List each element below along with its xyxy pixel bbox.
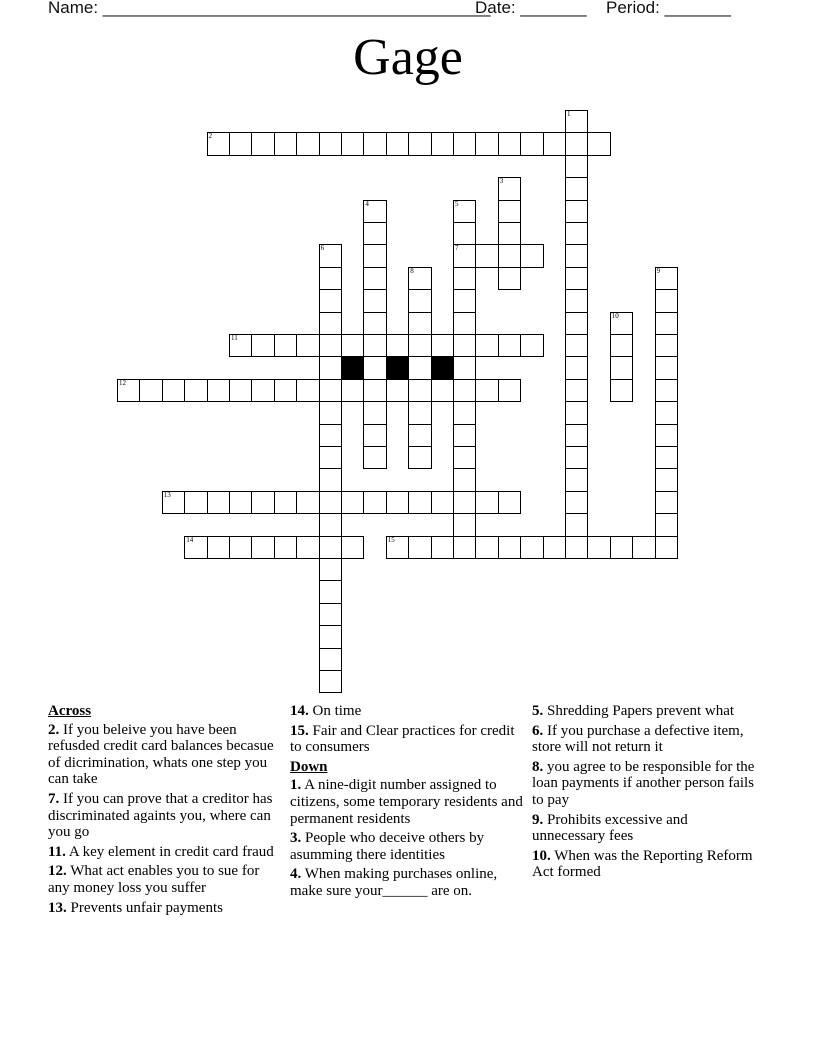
down-heading: Down	[290, 758, 328, 775]
crossword-cell[interactable]	[453, 536, 476, 559]
crossword-cell[interactable]	[520, 334, 543, 357]
crossword-cell[interactable]	[431, 132, 454, 155]
crossword-cell[interactable]	[319, 491, 342, 514]
crossword-cell[interactable]	[565, 424, 588, 447]
crossword-cell[interactable]	[655, 379, 678, 402]
page-title: Gage	[353, 29, 463, 86]
crossword-cell[interactable]	[565, 468, 588, 491]
across-clue: 7. If you can prove that a creditor has discriminated againts you, where can you go	[48, 790, 273, 841]
crossword-cell[interactable]	[184, 379, 207, 402]
crossword-block	[386, 356, 409, 379]
clue-number: 4	[365, 199, 369, 208]
crossword-cell[interactable]	[319, 401, 342, 424]
down-clue: 9. Prohibits excessive and unnecessary fees	[532, 811, 688, 845]
crossword-cell[interactable]	[587, 132, 610, 155]
crossword-cell[interactable]	[475, 244, 498, 267]
crossword-cell[interactable]	[431, 379, 454, 402]
crossword-cell[interactable]	[363, 312, 386, 335]
clue-number: 15	[387, 535, 395, 544]
crossword-cell[interactable]	[408, 379, 431, 402]
across-clue: 12. What act enables you to sue for any money loss you suffer	[48, 863, 260, 896]
crossword-cell[interactable]	[363, 491, 386, 514]
crossword-cell[interactable]	[565, 132, 588, 155]
crossword-cell[interactable]	[453, 424, 476, 447]
clues-column-1	[48, 703, 283, 919]
across-clue: 15. Fair and Clear practices for credit to consumers	[290, 722, 515, 756]
crossword-cell[interactable]	[386, 491, 409, 514]
crossword-cell[interactable]	[655, 513, 678, 536]
crossword-cell[interactable]	[498, 200, 521, 223]
across-clue: 13. Prevents unfair payments	[48, 899, 223, 916]
crossword-cell[interactable]	[587, 536, 610, 559]
crossword-cell[interactable]	[363, 379, 386, 402]
crossword-cell[interactable]	[498, 379, 521, 402]
crossword-cell[interactable]	[498, 177, 521, 200]
crossword-cell[interactable]	[565, 244, 588, 267]
crossword-cell[interactable]	[565, 446, 588, 469]
clue-number: 8	[410, 266, 414, 275]
crossword-cell[interactable]	[453, 289, 476, 312]
crossword-cell[interactable]	[363, 401, 386, 424]
crossword-cell[interactable]	[408, 401, 431, 424]
crossword-cell[interactable]	[565, 401, 588, 424]
crossword-cell[interactable]	[341, 536, 364, 559]
crossword-cell[interactable]	[475, 132, 498, 155]
crossword-cell[interactable]	[184, 536, 207, 559]
crossword-cell[interactable]	[408, 267, 431, 290]
crossword-cell[interactable]	[319, 334, 342, 357]
crossword-cell[interactable]	[229, 536, 252, 559]
crossword-cell[interactable]	[453, 312, 476, 335]
crossword-cell[interactable]	[610, 312, 633, 335]
crossword-cell[interactable]	[319, 625, 342, 648]
crossword-cell[interactable]	[274, 334, 297, 357]
crossword-cell[interactable]	[319, 513, 342, 536]
crossword-cell[interactable]	[453, 222, 476, 245]
crossword-cell[interactable]	[475, 379, 498, 402]
crossword-cell[interactable]	[229, 334, 252, 357]
crossword-cell[interactable]	[296, 491, 319, 514]
clue-number: 9	[656, 266, 661, 275]
down-clue: 8. you agree to be responsible for the loan payments if another person fails to pay	[532, 758, 755, 808]
crossword-cell[interactable]	[363, 289, 386, 312]
crossword-cell[interactable]	[363, 334, 386, 357]
crossword-cell[interactable]	[229, 379, 252, 402]
crossword-cell[interactable]	[408, 334, 431, 357]
crossword-cell[interactable]	[296, 132, 319, 155]
crossword-cell[interactable]	[453, 446, 476, 469]
crossword-cell[interactable]	[655, 424, 678, 447]
crossword-cell[interactable]	[229, 132, 252, 155]
crossword-cell[interactable]	[431, 536, 454, 559]
crossword-cell[interactable]	[453, 513, 476, 536]
crossword-cell[interactable]	[319, 132, 342, 155]
crossword-cell[interactable]	[363, 244, 386, 267]
crossword-cell[interactable]	[610, 536, 633, 559]
crossword-cell[interactable]	[319, 267, 342, 290]
crossword-cell[interactable]	[655, 267, 678, 290]
crossword-cell[interactable]	[207, 379, 230, 402]
crossword-cell[interactable]	[498, 244, 521, 267]
crossword-cell[interactable]	[565, 110, 588, 133]
crossword-cell[interactable]	[363, 446, 386, 469]
crossword-cell[interactable]	[655, 312, 678, 335]
clue-number: 12	[119, 378, 126, 387]
crossword-cell[interactable]	[565, 536, 588, 559]
clue-number: 14	[186, 535, 194, 544]
crossword-cell[interactable]	[453, 356, 476, 379]
crossword-cell[interactable]	[498, 132, 521, 155]
crossword-cell[interactable]	[453, 200, 476, 223]
crossword-cell[interactable]	[543, 536, 566, 559]
crossword-block	[341, 356, 364, 379]
crossword-cell[interactable]	[453, 244, 476, 267]
crossword-cell[interactable]	[610, 379, 633, 402]
crossword-cell[interactable]	[655, 289, 678, 312]
crossword-cell[interactable]	[498, 334, 521, 357]
crossword-cell[interactable]	[408, 356, 431, 379]
crossword-cell[interactable]	[274, 379, 297, 402]
down-clue: 3. People who deceive others by asumming there identities	[290, 830, 485, 863]
crossword-cell[interactable]	[162, 379, 185, 402]
crossword-cell[interactable]	[363, 200, 386, 223]
down-clue: 6. If you purchase a defective item, store will not return it	[532, 722, 744, 756]
crossword-cell[interactable]	[475, 536, 498, 559]
crossword-cell[interactable]	[408, 132, 431, 155]
crossword-cell[interactable]	[319, 580, 342, 603]
crossword-cell[interactable]	[319, 446, 342, 469]
across-clue: 2. If you beleive you have been refusded credit card balances becasue of dicrimination, whats one step you can take	[48, 721, 274, 788]
crossword-cell[interactable]	[453, 468, 476, 491]
crossword-cell[interactable]	[162, 491, 185, 514]
crossword-cell[interactable]	[386, 379, 409, 402]
crossword-cell[interactable]	[319, 468, 342, 491]
crossword-cell[interactable]	[655, 401, 678, 424]
crossword-cell[interactable]	[319, 648, 342, 671]
crossword-cell[interactable]	[565, 289, 588, 312]
crossword-cell[interactable]	[565, 356, 588, 379]
name-field[interactable]: Name: _________________________________________	[48, 0, 491, 17]
across-clue: 11. A key element in credit card fraud	[48, 843, 274, 860]
down-clue: 5. Shredding Papers prevent what	[532, 703, 735, 719]
crossword-cell[interactable]	[498, 222, 521, 245]
crossword-cell[interactable]	[117, 379, 140, 402]
crossword-cell[interactable]	[363, 267, 386, 290]
crossword-cell[interactable]	[520, 244, 543, 267]
crossword-cell[interactable]	[475, 334, 498, 357]
clue-number: 6	[320, 244, 325, 253]
crossword-cell[interactable]	[408, 424, 431, 447]
crossword-cell[interactable]	[565, 513, 588, 536]
crossword-cell[interactable]	[386, 132, 409, 155]
crossword-cell[interactable]	[184, 491, 207, 514]
crossword-cell[interactable]	[274, 491, 297, 514]
clue-number: 5	[455, 199, 459, 208]
crossword-cell[interactable]	[453, 132, 476, 155]
crossword-cell[interactable]	[341, 132, 364, 155]
crossword-cell[interactable]	[655, 446, 678, 469]
crossword-cell[interactable]	[363, 132, 386, 155]
crossword-cell[interactable]	[386, 536, 409, 559]
crossword-cell[interactable]	[408, 446, 431, 469]
crossword-cell[interactable]	[565, 312, 588, 335]
clue-number: 7	[455, 244, 459, 253]
crossword-cell[interactable]	[274, 132, 297, 155]
date-field[interactable]: Date: _______	[475, 0, 587, 17]
crossword-cell[interactable]	[251, 536, 274, 559]
across-heading: Across	[48, 703, 92, 719]
crossword-cell[interactable]	[296, 536, 319, 559]
crossword-cell[interactable]	[319, 558, 342, 581]
crossword-cell[interactable]	[341, 334, 364, 357]
crossword-cell[interactable]	[565, 222, 588, 245]
crossword-cell[interactable]	[363, 424, 386, 447]
crossword-cell[interactable]	[655, 334, 678, 357]
crossword-cell[interactable]	[296, 334, 319, 357]
clue-number: 1	[567, 110, 571, 118]
crossword-cell[interactable]	[431, 334, 454, 357]
crossword-cell[interactable]	[565, 334, 588, 357]
crossword-cell[interactable]	[655, 491, 678, 514]
down-clue: 10. When was the Reporting Reform Act formed	[532, 847, 753, 881]
crossword-cell[interactable]	[565, 491, 588, 514]
crossword-cell[interactable]	[498, 267, 521, 290]
crossword-cell[interactable]	[319, 356, 342, 379]
crossword-cell[interactable]	[565, 200, 588, 223]
crossword-cell[interactable]	[341, 491, 364, 514]
crossword-cell[interactable]	[363, 222, 386, 245]
crossword-cell[interactable]	[565, 379, 588, 402]
crossword-cell[interactable]	[655, 356, 678, 379]
crossword-cell[interactable]	[565, 177, 588, 200]
clues-column-2	[290, 703, 525, 903]
period-field[interactable]: Period: _______	[606, 0, 731, 17]
crossword-cell[interactable]	[274, 536, 297, 559]
crossword-cell[interactable]	[610, 334, 633, 357]
clue-number: 11	[231, 334, 238, 342]
crossword-cell[interactable]	[207, 491, 230, 514]
clue-number: 10	[611, 311, 619, 320]
crossword-cell[interactable]	[565, 155, 588, 178]
crossword-block	[431, 356, 454, 379]
crossword-cell[interactable]	[319, 379, 342, 402]
crossword-cell[interactable]	[520, 536, 543, 559]
crossword-cell[interactable]	[453, 491, 476, 514]
crossword-cell[interactable]	[453, 379, 476, 402]
crossword-cell[interactable]	[251, 491, 274, 514]
clue-number: 3	[499, 177, 504, 186]
crossword-cell[interactable]	[655, 468, 678, 491]
crossword-cell[interactable]	[431, 491, 454, 514]
clue-number: 13	[163, 490, 171, 499]
crossword-cell[interactable]	[319, 670, 342, 693]
crossword-cell[interactable]	[251, 132, 274, 155]
down-clue: 1. A nine-digit number assigned to citizens, some temporary residents and permanent residents	[290, 777, 523, 827]
clue-number: 2	[208, 132, 213, 141]
crossword-cell[interactable]	[296, 379, 319, 402]
crossword-cell[interactable]	[386, 334, 409, 357]
crossword-cell[interactable]	[207, 536, 230, 559]
down-clue: 4. When making purchases online, make sure your______ are on.	[290, 866, 498, 899]
crossword-cell[interactable]	[408, 491, 431, 514]
crossword-cell[interactable]	[251, 379, 274, 402]
crossword-cell[interactable]	[453, 334, 476, 357]
crossword-cell[interactable]	[453, 267, 476, 290]
crossword-cell[interactable]	[319, 424, 342, 447]
crossword-cell[interactable]	[139, 379, 162, 402]
crossword-cell[interactable]	[363, 356, 386, 379]
crossword-cell[interactable]	[319, 536, 342, 559]
crossword-cell[interactable]	[319, 244, 342, 267]
crossword-cell[interactable]	[453, 401, 476, 424]
crossword-cell[interactable]	[520, 132, 543, 155]
crossword-cell[interactable]	[319, 312, 342, 335]
across-clue: 14. On time	[290, 703, 362, 719]
crossword-cell[interactable]	[475, 491, 498, 514]
crossword-cell[interactable]	[498, 491, 521, 514]
crossword-cell[interactable]	[319, 289, 342, 312]
crossword-cell[interactable]	[655, 536, 678, 559]
crossword-cell[interactable]	[229, 491, 252, 514]
crossword-cell[interactable]	[408, 289, 431, 312]
crossword-cell[interactable]	[408, 312, 431, 335]
clues-column-3	[532, 703, 762, 884]
crossword-cell[interactable]	[565, 267, 588, 290]
crossword-cell[interactable]	[319, 603, 342, 626]
crossword-cell[interactable]	[543, 132, 566, 155]
crossword-cell[interactable]	[610, 356, 633, 379]
crossword-cell[interactable]	[408, 536, 431, 559]
crossword-cell[interactable]	[341, 379, 364, 402]
crossword-cell[interactable]	[498, 536, 521, 559]
crossword-cell[interactable]	[251, 334, 274, 357]
crossword-cell[interactable]	[632, 536, 655, 559]
crossword-cell[interactable]	[207, 132, 230, 155]
